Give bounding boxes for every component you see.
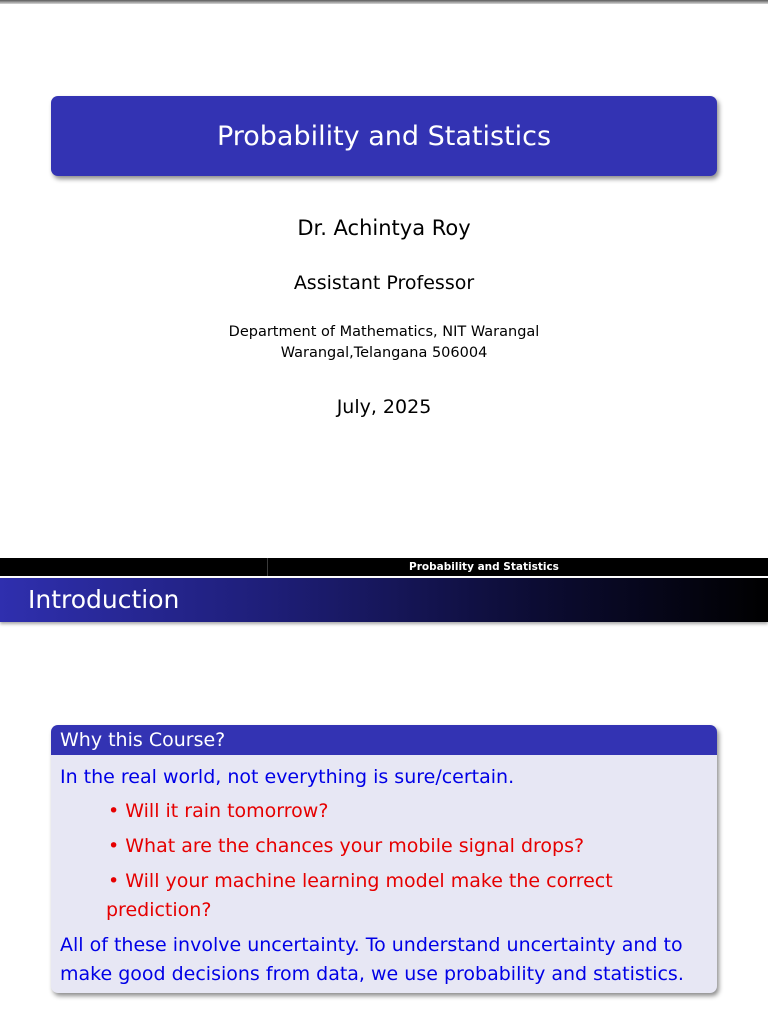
slide-footer	[0, 558, 768, 576]
block-body	[51, 755, 717, 989]
author-position: Assistant Professor	[293, 272, 475, 294]
bullet-icon: •	[108, 835, 120, 857]
list-item-text-continued: prediction?	[106, 899, 212, 921]
frame-title: Introduction	[28, 585, 180, 614]
list-item-text: What are the chances your mobile signal drops?	[125, 835, 585, 857]
why-course-block	[51, 725, 717, 993]
presentation-title: Probability and Statistics	[216, 120, 552, 152]
list-item	[106, 867, 708, 925]
question-list	[60, 797, 708, 925]
list-item-text: Will your machine learning model make the correct	[125, 870, 613, 892]
footer-author-section	[0, 558, 268, 576]
list-item	[106, 832, 708, 861]
bullet-icon: •	[108, 870, 120, 892]
footer-title: Probability and Statistics	[409, 561, 559, 573]
author-name: Dr. Achintya Roy	[297, 216, 471, 240]
list-item	[106, 797, 708, 826]
block-conclusion-line-1: All of these involve uncertainty. To understand uncertainty and to	[60, 934, 683, 956]
institute-line-2: Warangal,Telangana 506004	[280, 345, 488, 361]
institute-line-1: Department of Mathematics, NIT Warangal	[228, 324, 540, 340]
block-conclusion-line-2: make good decisions from data, we use probability and statistics.	[60, 963, 684, 985]
title-slide	[0, 4, 768, 558]
frame-title-bar	[0, 578, 768, 622]
block-title: Why this Course?	[51, 725, 717, 755]
block-intro: In the real world, not everything is sure/certain.	[60, 766, 515, 788]
title-box	[51, 96, 717, 176]
list-item-text: Will it rain tomorrow?	[125, 800, 329, 822]
bullet-icon: •	[108, 800, 120, 822]
presentation-date: July, 2025	[336, 396, 432, 418]
